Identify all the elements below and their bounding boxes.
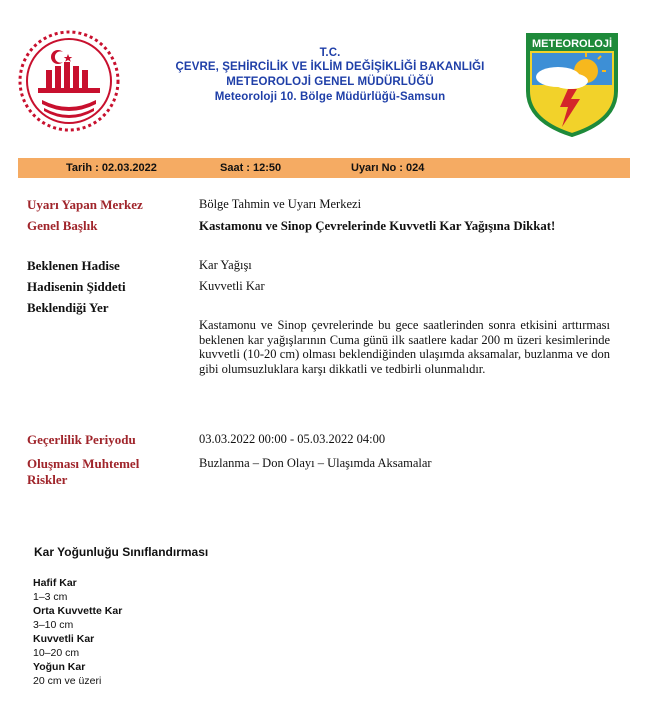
warning-number: Uyarı No : 024 — [351, 162, 425, 174]
classification-item — [33, 605, 122, 632]
location-value: Kastamonu ve Sinop çevrelerinde bu gece saatlerinden sonra etkisini arttırması beklenen kar yağışlarının Cuma günü ilk saatlere kadar 200 m üzeri kesimlerinde kuvvetli (10-20 cm) olması beklendiğinden ulaşımda aksamalar, buzlanma ve don gibi olumsuzluklara karşı dikkatli ve tedbirli olunmalıdır. — [199, 318, 610, 376]
title-label: Genel Başlık — [27, 218, 98, 233]
class-range: 10–20 cm — [33, 646, 80, 659]
risks-value: Buzlanma – Don Olayı – Ulaşımda Aksamalar — [199, 456, 432, 470]
center-label: Uyarı Yapan Merkez — [27, 197, 143, 212]
directorate-name: METEOROLOJİ GENEL MÜDÜRLÜĞÜ — [226, 76, 434, 88]
ministry-name: ÇEVRE, ŞEHİRCİLİK VE İKLİM DEĞİŞİKLİĞİ BAKANLIĞI — [175, 61, 485, 73]
severity-value: Kuvvetli Kar — [199, 279, 265, 293]
center-value: Bölge Tahmin ve Uyarı Merkezi — [199, 197, 362, 211]
risks-label-line2: Riskler — [27, 472, 68, 487]
class-name: Orta Kuvvette Kar — [33, 605, 123, 617]
class-name: Hafif Kar — [33, 577, 77, 589]
validity-label: Geçerlilik Periyodu — [27, 432, 136, 447]
class-name: Yoğun Kar — [33, 661, 86, 673]
meteoroloji-logo — [524, 31, 620, 137]
risks-label-line1: Oluşması Muhtemel — [27, 456, 140, 471]
title-value: Kastamonu ve Sinop Çevrelerinde Kuvvetli Kar Yağışına Dikkat! — [199, 219, 556, 233]
severity-label: Hadisenin Şiddeti — [27, 279, 126, 294]
location-label: Beklendiği Yer — [27, 300, 109, 315]
event-value: Kar Yağışı — [199, 258, 252, 272]
classification-title: Kar Yoğunluğu Sınıflandırması — [34, 545, 209, 559]
meteoroloji-logo-text: METEOROLOJİ — [531, 38, 613, 50]
header-tc: T.C. — [319, 47, 341, 59]
info-bar — [18, 158, 630, 178]
warning-date: Tarih : 02.03.2022 — [66, 162, 157, 174]
ministry-logo — [18, 30, 120, 132]
event-label: Beklenen Hadise — [27, 258, 120, 273]
classification-item — [33, 661, 101, 688]
class-range: 3–10 cm — [33, 618, 74, 631]
class-name: Kuvvetli Kar — [33, 633, 95, 645]
class-range: 1–3 cm — [33, 590, 68, 603]
class-range: 20 cm ve üzeri — [33, 674, 102, 687]
classification-item — [33, 577, 77, 604]
regional-office: Meteoroloji 10. Bölge Müdürlüğü-Samsun — [214, 91, 446, 103]
classification-item — [33, 633, 94, 660]
validity-value: 03.03.2022 00:00 - 05.03.2022 04:00 — [199, 432, 386, 446]
warning-time: Saat : 12:50 — [220, 162, 282, 174]
